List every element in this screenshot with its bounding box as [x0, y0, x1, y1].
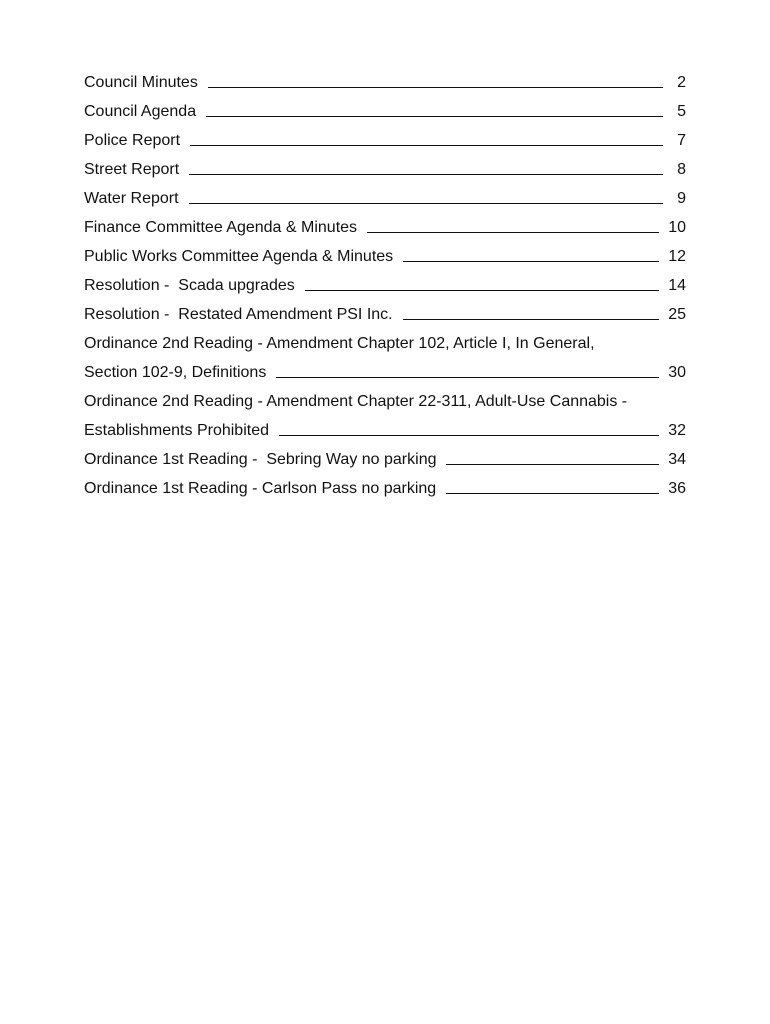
- toc-entry-title: Finance Committee Agenda & Minutes: [84, 219, 358, 236]
- toc-leader-line: [367, 232, 659, 233]
- toc-leader-line: [305, 290, 659, 291]
- toc-entry-title: Council Minutes: [84, 74, 198, 91]
- toc-entry-ordinance-carlson-pass[interactable]: [84, 474, 686, 503]
- toc-leader-line: [208, 87, 663, 88]
- toc-entry-page: 34: [668, 451, 686, 468]
- toc-entry-water-report[interactable]: [84, 184, 686, 213]
- toc-entry-title: Resolution - Restated Amendment PSI Inc.: [84, 306, 393, 323]
- toc-entry-title: Resolution - Scada upgrades: [84, 277, 295, 294]
- toc-entry-ordinance-sebring-way[interactable]: [84, 445, 686, 474]
- toc-leader-line: [189, 203, 663, 204]
- toc-entry-page: 36: [668, 480, 686, 497]
- toc-entry-public-works-committee[interactable]: [84, 242, 686, 271]
- toc-entry-page: 7: [677, 132, 686, 149]
- toc-entry-title-line1: Ordinance 2nd Reading - Amendment Chapter 22-311, Adult-Use Cannabis -: [84, 393, 628, 410]
- toc-entry-street-report[interactable]: [84, 155, 686, 184]
- toc-entry-page: 8: [677, 161, 686, 178]
- toc-leader-line: [403, 319, 660, 320]
- toc-entry-page: 25: [668, 306, 686, 323]
- toc-leader-line: [403, 261, 659, 262]
- toc-entry-council-minutes[interactable]: [84, 68, 686, 97]
- toc-entry-title: Street Report: [84, 161, 180, 178]
- toc-entry-title-line1: Ordinance 2nd Reading - Amendment Chapter 102, Article I, In General,: [84, 335, 595, 352]
- toc-entry-ordinance-chapter-22-311[interactable]: [84, 387, 686, 445]
- toc-entry-resolution-scada[interactable]: [84, 271, 686, 300]
- toc-leader-line: [446, 464, 659, 465]
- toc-entry-page: 30: [668, 364, 686, 381]
- toc-leader-line: [190, 145, 663, 146]
- toc-entry-title: Ordinance 1st Reading - Sebring Way no parking: [84, 451, 437, 468]
- toc-entry-page: 32: [668, 422, 686, 439]
- toc-entry-page: 9: [677, 190, 686, 207]
- toc-entry-title: Section 102-9, Definitions: [84, 364, 267, 381]
- toc-leader-line: [206, 116, 663, 117]
- toc-entry-title: Council Agenda: [84, 103, 197, 120]
- toc-entry-finance-committee[interactable]: [84, 213, 686, 242]
- toc-leader-line: [189, 174, 663, 175]
- toc-entry-title: Establishments Prohibited: [84, 422, 269, 439]
- table-of-contents: [84, 68, 686, 503]
- toc-entry-ordinance-chapter-102[interactable]: [84, 329, 686, 387]
- toc-entry-title: Public Works Committee Agenda & Minutes: [84, 248, 394, 265]
- toc-leader-line: [276, 377, 659, 378]
- toc-leader-line: [279, 435, 659, 436]
- toc-leader-line: [446, 493, 659, 494]
- toc-entry-resolution-psi[interactable]: [84, 300, 686, 329]
- toc-entry-page: 5: [677, 103, 686, 120]
- toc-entry-title: Water Report: [84, 190, 179, 207]
- toc-entry-page: 12: [668, 248, 686, 265]
- toc-entry-page: 10: [668, 219, 686, 236]
- toc-entry-title: Ordinance 1st Reading - Carlson Pass no parking: [84, 480, 437, 497]
- toc-entry-police-report[interactable]: [84, 126, 686, 155]
- toc-entry-page: 2: [677, 74, 686, 91]
- toc-entry-title: Police Report: [84, 132, 181, 149]
- toc-entry-page: 14: [668, 277, 686, 294]
- toc-entry-council-agenda[interactable]: [84, 97, 686, 126]
